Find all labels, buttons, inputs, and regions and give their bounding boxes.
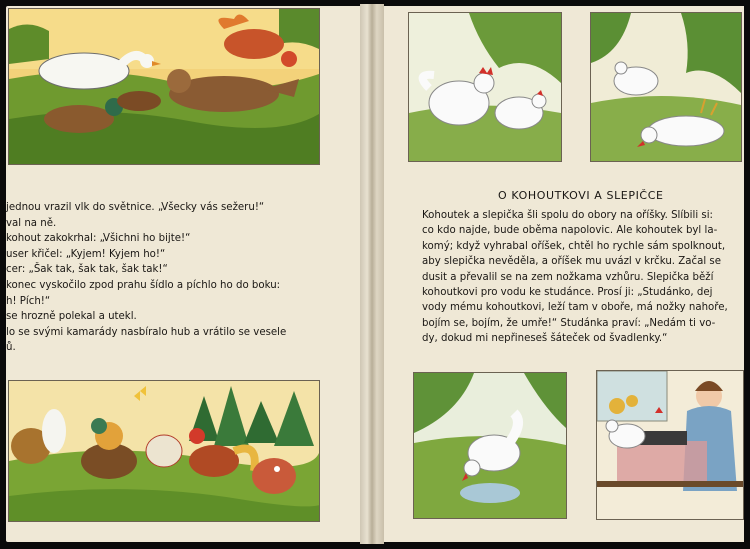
illustration-hen-at-spring	[413, 372, 567, 519]
text-line: co kdo najde, bude oběma napolovic. Ale kohoutek byl la-	[422, 225, 718, 237]
illustration-rooster-and-hen	[408, 12, 562, 162]
text-line: user křičel: „Kyjem! Kyjem ho!“	[6, 248, 166, 260]
illustration-animal-procession	[8, 380, 320, 522]
text-line: val na ně.	[6, 217, 57, 229]
right-page-text	[422, 208, 740, 347]
text-line: komý; když vyhrabal oříšek, chtěl ho rychle sám spolknout,	[422, 240, 726, 252]
text-line: dy, dokud mi nepřineseš šáteček od švadlenky.“	[422, 333, 668, 345]
text-line: bojím se, bojím, že umře!“ Studánka praví: „Nedám ti vo-	[422, 317, 716, 329]
text-line: dusit a převalil se na zem nožkama vzhůru. Slepička běží	[422, 271, 714, 283]
book-spine	[360, 4, 384, 544]
text-line: kohoutkovi pro vodu ke studánce. Prosí ji: „Studánko, dej	[422, 287, 713, 299]
illustration-rooster-fallen	[590, 12, 742, 162]
text-line: h! Pích!“	[6, 295, 51, 307]
story-title: O KOHOUTKOVI A SLEPIČCE	[498, 189, 664, 202]
text-line: jednou vrazil vlk do světnice. „Všecky vás sežeru!“	[6, 202, 265, 213]
text-line: vody mému kohoutkovi, leží tam v oboře, má nožky nahoře,	[422, 302, 728, 314]
text-line: aby slepička nevěděla, a oříšek mu uvázl v krčku. Začal se	[422, 256, 721, 268]
text-line: cer: „Šak tak, šak tak, šak tak!“	[6, 264, 168, 276]
text-line: kohout zakokrhal: „Všichni ho bijte!“	[6, 233, 191, 245]
text-line: Kohoutek a slepička šli spolu do obory na oříšky. Slíbili si:	[422, 210, 713, 221]
text-line: ů.	[6, 342, 16, 354]
text-line: konec vyskočilo zpod prahu šídlo a píchlo ho do boku:	[6, 279, 281, 291]
illustration-seamstress	[596, 370, 744, 520]
left-page-text	[6, 200, 306, 356]
text-line: lo se svými kamarády nasbíralo hub a vrátilo se vesele	[6, 326, 287, 338]
text-line: se hrozně polekal a utekl.	[6, 311, 137, 323]
illustration-animals-chase	[8, 8, 320, 165]
